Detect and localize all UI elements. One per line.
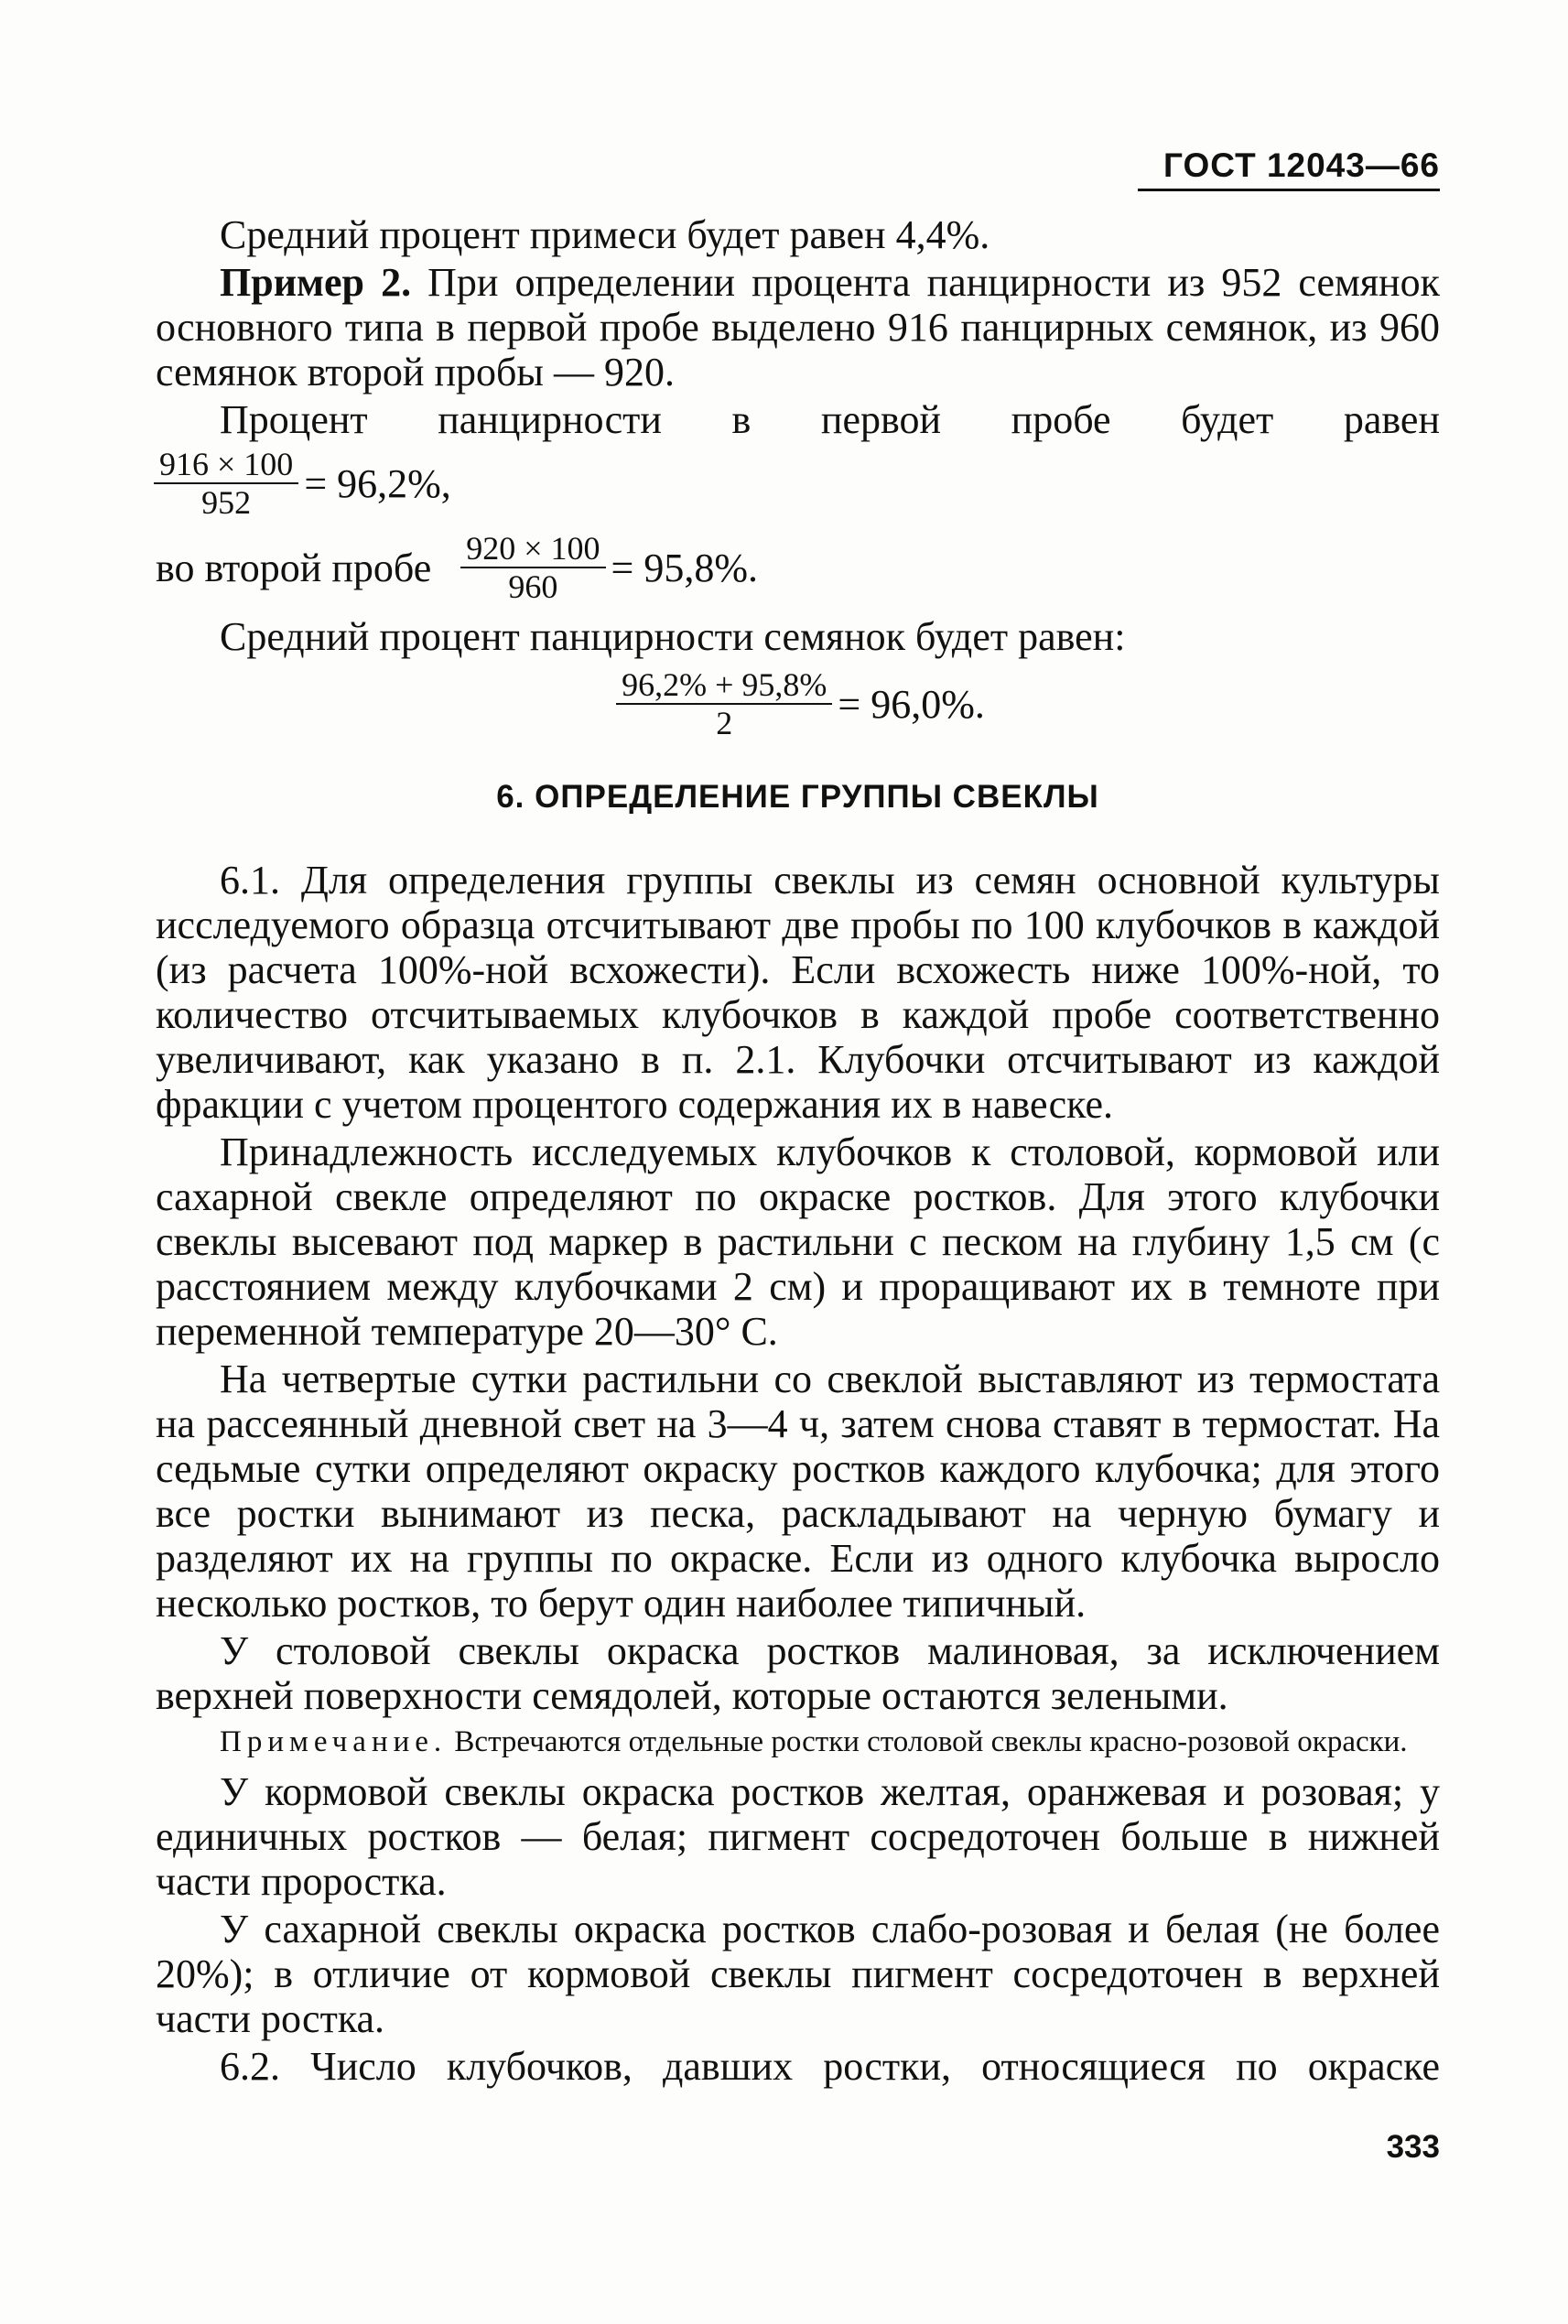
avg-armor-intro: Средний процент панцирности семянок будет равен: (220, 614, 1126, 659)
example-2-label: Пример 2. (220, 260, 412, 305)
example-2-paragraph (156, 260, 1440, 395)
paragraph-6-2: 6.2. Число клубочков, давших ростки, относящиеся по окраске (220, 2044, 1440, 2089)
header-underline (1138, 189, 1440, 191)
fraction-numerator: 916 × 100 (154, 446, 298, 484)
fraction-denominator: 952 (201, 484, 252, 521)
fraction-second-sample (460, 530, 605, 605)
first-sample-intro: Процент панцирности в первой пробе будет равен (220, 397, 1440, 442)
paragraph-fourth-day: На четвертые сутки растильни со свеклой выставляют из термостата на рассеянный дневной свет на 3—4 ч, затем снова ставят в термостат. На седьмые сутки определяют окраску ростков каждого клубочка; для этого все ростки вынимают из песка, раскладывают на черную бумагу и разделяют их на группы по окраске. Если из одного клубочка выросло несколько ростков, то берут один наиболее типичный. (156, 1357, 1440, 1626)
paragraph-fodder-beet: У кормовой свеклы окраска ростков желтая, оранжевая и розовая; у единичных ростков — белая; пигмент сосредоточен больше в нижней части проростка. (156, 1769, 1440, 1904)
note-text: Встречаются отдельные ростки столовой свеклы красно-розовой окраски. (447, 1725, 1408, 1758)
fraction-denominator: 960 (508, 568, 558, 605)
formula-first-sample (148, 446, 1440, 521)
document-header: ГОСТ 12043—66 (1163, 146, 1440, 184)
page-number: 333 (1386, 2129, 1440, 2165)
paragraph-6-1: 6.1. Для определения группы свеклы из семян основной культуры исследуемого образца отсчитывают две пробы по 100 клубочков в каждой (из расчета 100%-ной всхожести). Если всхожесть ниже 100%-ной, то количество отсчитываемых клубочков в каждой пробе соответственно увеличивают, как указано в п. 2.1. Клубочки отсчитывают из каждой фракции с учетом процентого содержания их в навеске. (156, 858, 1440, 1127)
section-title: 6. ОПРЕДЕЛЕНИЕ ГРУППЫ СВЕКЛЫ (496, 779, 1099, 815)
example-2-text: При определении процента панцирности из 952 семянок основного типа в первой пробе выделено 916 панцирных семянок, из 960 семянок второй пробы — 920. (156, 260, 1440, 395)
fraction-first-sample (154, 446, 298, 521)
paragraph-sugar-beet: У сахарной свеклы окраска ростков слабо-розовая и белая (не более 20%); в отличие от кормовой свеклы пигмент сосредоточен в верхней части ростка. (156, 1907, 1440, 2041)
fraction-average (616, 666, 832, 741)
avg-impurity-paragraph: Средний процент примеси будет равен 4,4%. (220, 212, 990, 257)
note-paragraph (156, 1724, 1440, 1760)
formula-average (156, 666, 1440, 741)
paragraph-table-beet: У столовой свеклы окраска ростков малиновая, за исключением верхней поверхности семядолей, которые остаются зелеными. (156, 1628, 1440, 1718)
second-sample-label: во второй пробе (156, 545, 432, 590)
paragraph-affiliation: Принадлежность исследуемых клубочков к столовой, кормовой или сахарной свекле определяют по окраске ростков. Для этого клубочки свеклы высевают под маркер в растильни с песком на глубину 1,5 см (с расстоянием между клубочками 2 см) и проращивают их в темноте при переменной температуре 20—30° С. (156, 1130, 1440, 1354)
fraction-numerator: 96,2% + 95,8% (616, 666, 832, 705)
fraction-numerator: 920 × 100 (460, 530, 605, 568)
formula-result: = 95,8%. (611, 545, 759, 590)
note-label: Примечание. (220, 1725, 448, 1758)
formula-second-sample (156, 530, 1440, 605)
formula-result: = 96,2%, (304, 460, 451, 506)
document-body (156, 212, 1440, 2092)
fraction-denominator: 2 (716, 705, 733, 741)
formula-result: = 96,0%. (838, 681, 985, 727)
